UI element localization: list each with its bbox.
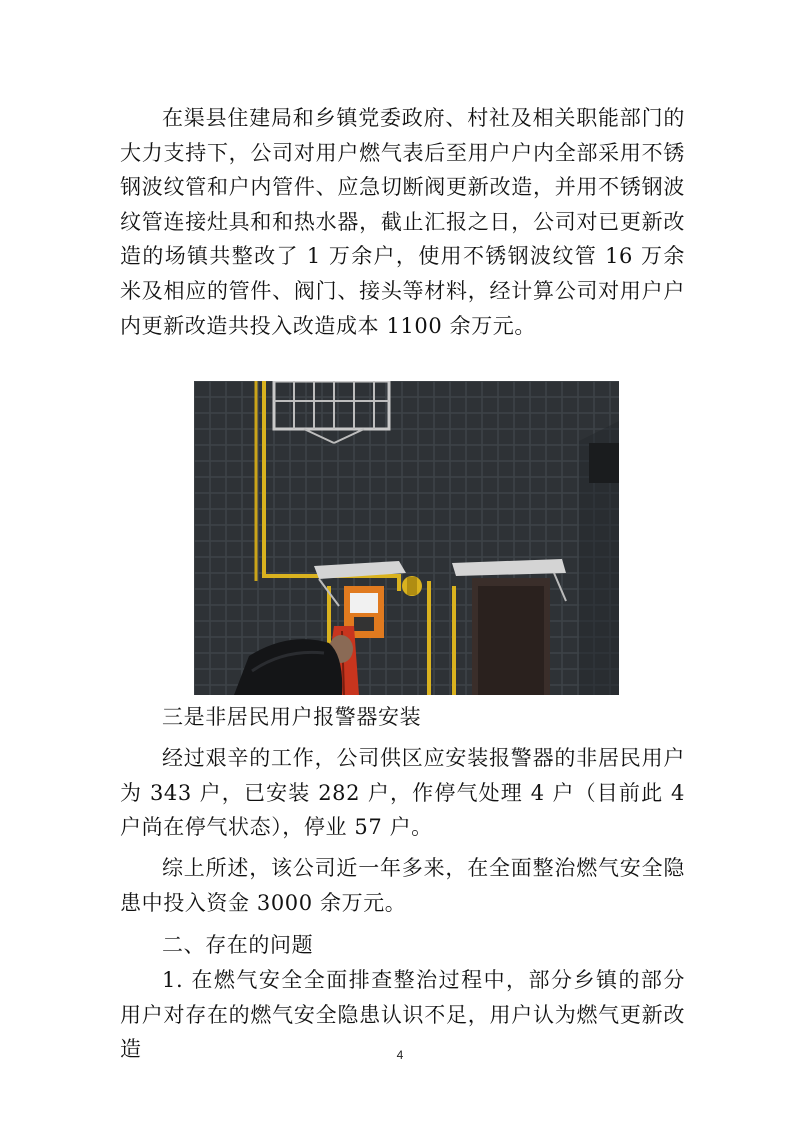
photo-gas-installation (194, 381, 619, 695)
heading-alarm-installation: 三是非居民用户报警器安装 (162, 705, 422, 729)
paragraph-problem-1: 1. 在燃气安全全面排查整治过程中，部分乡镇的部分用户对存在的燃气安全隐患认识不足，用户认为燃气更新改造 (120, 968, 685, 1062)
heading-problems: 二、存在的问题 (162, 933, 314, 957)
paragraph-alarm: 经过艰辛的工作，公司供区应安装报警器的非居民用户为 343 户，已安装 282 户，作停气处理 4 户（目前此 4 户尚在停气状态），停业 57 户。 (120, 746, 685, 840)
paragraph-summary: 综上所述，该公司近一年多来，在全面整治燃气安全隐患中投入资金 3000 余万元。 (120, 856, 685, 915)
paragraph-renovation: 在渠县住建局和乡镇党委政府、村社及相关职能部门的大力支持下，公司对用户燃气表后至用户户内全部采用不锈钢波纹管和户内管件、应急切断阀更新改造，并用不锈钢波纹管连接灶具和和热水器，截止汇报之日，公司对已更新改造的场镇共整改了 1 万余户，使用不锈钢波纹管 16 万余米及相应的管件、阀门、接头等材料，经计算公司对用户户内更新改造共投入改造成本 1100 余万元。 (120, 106, 685, 338)
page-number: 4 (396, 1048, 404, 1062)
